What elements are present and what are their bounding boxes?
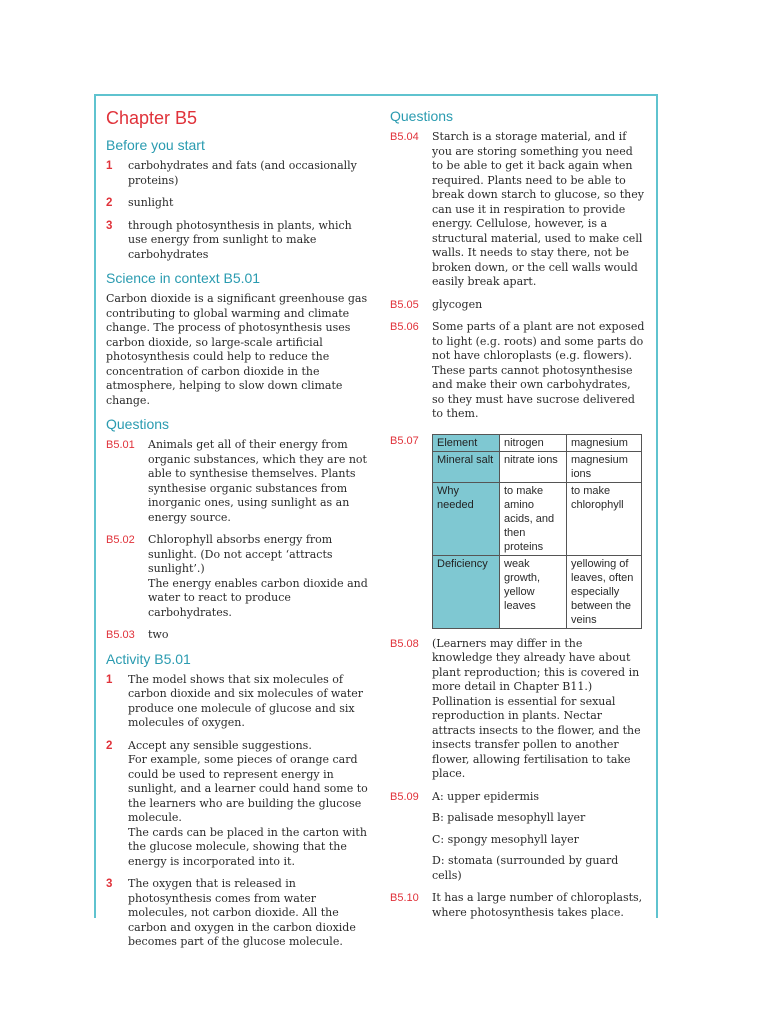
list-item: 1 The model shows that six molecules of carbon dioxide and six molecules of water produce one molecule of glucose and six molecules of oxygen. [106,672,364,729]
leaf-layer-d: D: stomata (surrounded by guard cells) [432,854,619,882]
questions-heading-right: Questions [390,108,454,124]
activity-heading: Activity B5.01 [106,650,191,667]
question-item: B5.05 glycogen [390,297,483,311]
table-row: Why needed to make amino acids, and then proteins to make chlorophyll [433,482,642,555]
leaf-layer-a: A: upper epidermis [432,789,540,803]
element-table [432,434,642,629]
question-item: B5.07 Element nitrogen magnesium Mineral salt nitrate ions magnesium ions Why needed to make amino acids, and then proteins to make chlorophyll Deficiency weak growth, yellow leaves yellowing of leaves, often especially between the veins [390,434,645,629]
right-column [390,96,645,928]
chapter-title: Chapter B5 [106,108,198,128]
question-item: B5.08 (Learners may differ in the knowledge they already have about plant reproduction; this is covered in more detail in Chapter B11.) Pollination is essential for sexual reproduction in plants. Nectar attracts insects to the flower, and the insects transfer pollen to another flower, allowing fertilisation to take place. [390,636,641,780]
list-item: 1 carbohydrates and fats (and occasionally proteins) [106,159,357,187]
question-item: B5.10 It has a large number of chloroplasts, where photosynthesis takes place. [390,891,643,919]
frame-left-border [94,94,96,918]
left-column [106,96,368,958]
science-in-context-text: Carbon dioxide is a significant greenhouse gas contributing to global warming and climate change. The process of photosynthesis uses carbon dioxide, so large-scale artificial photosynthesis could help to reduce the concentration of carbon dioxide in the atmosphere, helping to slow down climate change. [106,292,368,407]
frame-right-border [656,94,658,918]
question-item: B5.03 two [106,628,169,641]
list-item: 2 Accept any sensible suggestions. For example, some pieces of orange card could be used to represent energy in sunlight, and a learner could hand some to the learners who are building the glucose molecule. The cards can be placed in the carton with the glucose molecule, showing that the energy is incorporated into it. [106,738,368,868]
list-item: 2 sunlight [106,196,174,209]
science-in-context-heading: Science in context B5.01 [106,270,261,286]
list-item: 3 The oxygen that is released in photosynthesis comes from water molecules, not carbon dioxide. All the carbon and oxygen in the carbon dioxide becomes part of the glucose molecule. [106,877,356,948]
leaf-layer-c: C: spongy mesophyll layer [432,832,579,846]
before-you-start-heading: Before you start [106,137,205,153]
list-item: 3 through photosynthesis in plants, which use energy from sunlight to make carbohydrates [106,218,352,261]
leaf-layer-b: B: palisade mesophyll layer [432,811,586,824]
questions-heading-left: Questions [106,416,170,432]
table-row: Mineral salt nitrate ions magnesium ions [433,451,642,482]
question-item: B5.04 Starch is a storage material, and if you are storing something you need to be able to get it back again when required. Plants need to be able to break down starch to glucose, so they can use it in respiration to provide energy. Cellulose, however, is a structural material, used to make cell walls. It needs to stay there, not be broken down, or the cell walls would easily break apart. [390,130,644,288]
question-item: B5.06 Some parts of a plant are not exposed to light (e.g. roots) and some parts do not have chloroplasts (e.g. flowers). These parts cannot photosynthesise and make their own carbohydrates, so they must have sucrose delivered to them. [390,320,645,420]
table-row: Deficiency weak growth, yellow leaves yellowing of leaves, often especially between the veins [433,555,642,628]
question-item: B5.01 Animals get all of their energy from organic substances, which they are not able to synthesise themselves. Plants synthesise organic substances from inorganic ones, using sunlight as an energy source. [106,438,367,524]
question-item: B5.09 A: upper epidermis B: palisade mesophyll layer C: spongy mesophyll layer D: stomata (surrounded by guard cells) [390,790,645,884]
question-item: B5.02 Chlorophyll absorbs energy from sunlight. (Do not accept ‘attracts sunlight’.) The energy enables carbon dioxide and water to react to produce carbohydrates. [106,533,368,619]
table-row: Element nitrogen magnesium [433,434,642,451]
